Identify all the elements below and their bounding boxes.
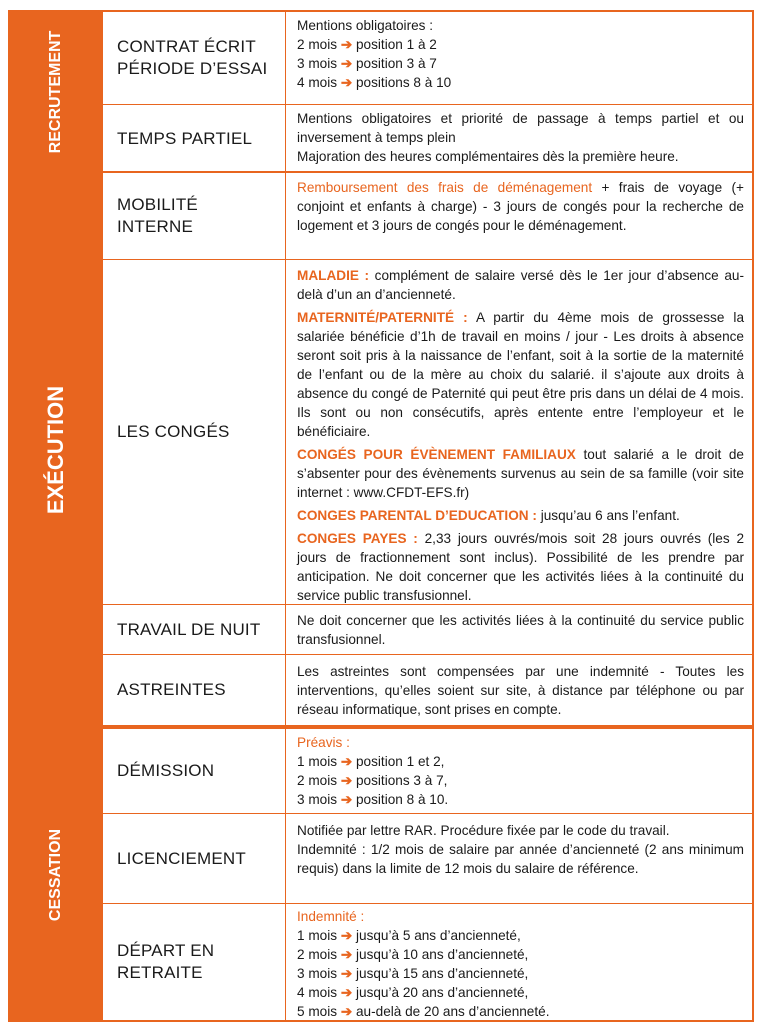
row-label-line: DÉPART EN bbox=[117, 941, 215, 960]
list-item: 5 mois ➔ au-delà de 20 ans d’ancienneté. bbox=[297, 1004, 550, 1019]
paragraph: CONGÉS POUR ÉVÈNEMENT FAMILIAUX tout salarié a le droit de s’absenter pour des évènements survenus au sein de sa famille (voir site internet : www.CFDT-EFS.fr) bbox=[297, 447, 744, 500]
row-label-line: PÉRIODE D’ESSAI bbox=[117, 59, 268, 78]
row-description bbox=[286, 260, 752, 604]
row-label-line: LICENCIEMENT bbox=[117, 848, 246, 868]
section-band bbox=[8, 173, 103, 727]
table-row-depart-retraite bbox=[103, 904, 752, 1020]
row-text: Majoration des heures complémentaires dès la première heure. bbox=[297, 149, 679, 164]
list-item: 3 mois ➔ position 3 à 7 bbox=[297, 56, 437, 71]
row-label-line: RETRAITE bbox=[117, 963, 203, 982]
row-label-line: TRAVAIL DE NUIT bbox=[117, 619, 261, 639]
list-title: Préavis : bbox=[297, 735, 350, 750]
table-row-conges bbox=[103, 260, 752, 605]
row-description bbox=[286, 605, 752, 654]
list-title: Indemnité : bbox=[297, 909, 365, 924]
row-label-line: MOBILITÉ bbox=[117, 195, 198, 214]
arrow-right-icon: ➔ bbox=[340, 985, 353, 1000]
list-item: 2 mois ➔ jusqu’à 10 ans d’ancienneté, bbox=[297, 947, 529, 962]
table-row-demission bbox=[103, 729, 752, 814]
highlight-text: Remboursement des frais de déménagement bbox=[297, 180, 593, 195]
section-rows bbox=[103, 727, 754, 1022]
list-item: 2 mois ➔ position 1 à 2 bbox=[297, 37, 437, 52]
arrow-right-icon: ➔ bbox=[340, 792, 353, 807]
row-description bbox=[286, 105, 752, 173]
row-label-line: CONTRAT ÉCRIT bbox=[117, 37, 256, 56]
section-title: RECRUTEMENT bbox=[46, 30, 64, 153]
row-text: Indemnité : 1/2 mois de salaire par année d’ancienneté (2 ans minimum requis) dans la limite de 12 mois du salaire de référence. bbox=[297, 842, 744, 876]
arrow-right-icon: ➔ bbox=[340, 1004, 353, 1019]
table-row-travail-nuit bbox=[103, 605, 752, 655]
arrow-right-icon: ➔ bbox=[340, 773, 353, 788]
row-label bbox=[103, 173, 286, 259]
section-rows bbox=[103, 173, 754, 727]
row-text: Notifiée par lettre RAR. Procédure fixée par le code du travail. bbox=[297, 823, 670, 838]
row-text: Ne doit concerner que les activités liées à la continuité du service public transfusionnel. bbox=[297, 612, 744, 647]
list-item: 3 mois ➔ jusqu’à 15 ans d’ancienneté, bbox=[297, 966, 529, 981]
row-label bbox=[103, 655, 286, 725]
row-label-line: TEMPS PARTIEL bbox=[117, 129, 253, 148]
section-execution bbox=[8, 173, 754, 727]
row-description bbox=[286, 904, 752, 1020]
row-label bbox=[103, 105, 286, 173]
arrow-right-icon: ➔ bbox=[340, 37, 353, 52]
arrow-right-icon: ➔ bbox=[340, 947, 353, 962]
paragraph-heading: MATERNITÉ/PATERNITÉ : bbox=[297, 310, 468, 325]
section-band bbox=[8, 727, 103, 1022]
row-label-line: ASTREINTES bbox=[117, 680, 226, 699]
row-text: Remboursement des frais de déménagement + frais de voyage (+ conjoint et enfants à charge) - 3 jours de congés pour la recherche de logement et 3 jours de congés pour le déménagement. bbox=[297, 180, 744, 233]
table-row-astreintes bbox=[103, 655, 752, 725]
row-description bbox=[286, 655, 752, 725]
paragraph: CONGES PARENTAL D’EDUCATION : jusqu’au 6 ans l’enfant. bbox=[297, 508, 680, 523]
arrow-right-icon: ➔ bbox=[340, 56, 353, 71]
paragraph: MALADIE : complément de salaire versé dès le 1er jour d’absence au-delà d’un an d’ancienneté. bbox=[297, 268, 744, 302]
row-description bbox=[286, 12, 752, 104]
paragraph-heading: MALADIE : bbox=[297, 268, 370, 283]
row-label bbox=[103, 904, 286, 1020]
section-title: CESSATION bbox=[46, 828, 64, 921]
row-text: Mentions obligatoires et priorité de passage à temps partiel et ou inversement à temps plein bbox=[297, 111, 744, 145]
list-item: 4 mois ➔ positions 8 à 10 bbox=[297, 75, 452, 90]
row-label bbox=[103, 605, 286, 654]
list-item: 3 mois ➔ position 8 à 10. bbox=[297, 792, 449, 807]
list-title: Mentions obligatoires : bbox=[297, 18, 434, 33]
list-item: 1 mois ➔ jusqu’à 5 ans d’ancienneté, bbox=[297, 928, 521, 943]
row-text: Les astreintes sont compensées par une indemnité - Toutes les interventions, qu’elles soient sur site, à distance par téléphone ou par réseau informatique, sont prises en compte. bbox=[297, 663, 744, 717]
table-row-mobilite bbox=[103, 173, 752, 260]
row-label-line: LES CONGÉS bbox=[117, 422, 230, 441]
row-label bbox=[103, 12, 286, 104]
section-recrutement bbox=[8, 10, 754, 173]
arrow-right-icon: ➔ bbox=[340, 966, 353, 981]
arrow-right-icon: ➔ bbox=[340, 928, 353, 943]
row-label-line: DÉMISSION bbox=[117, 761, 215, 780]
list-item: 4 mois ➔ jusqu’à 20 ans d’ancienneté, bbox=[297, 985, 529, 1000]
row-label bbox=[103, 729, 286, 813]
paragraph-heading: CONGÉS POUR ÉVÈNEMENT FAMILIAUX bbox=[297, 447, 576, 462]
row-label-line: INTERNE bbox=[117, 217, 194, 236]
paragraph: MATERNITÉ/PATERNITÉ : A partir du 4ème mois de grossesse la salariée bénéficie d’1h de travail en moins / jour - Les droits à absence seront soit pris à la naissance de l’enfant, soit à la sortie de la maternité de l’enfant ou de la mère au choix du salarié. il s’ajoute aux droits à absence du congé de Paternité qui peut être pris dans un délai de 4 mois. Ils sont ou non consécutifs, après entente entre l’employeur et le bénéficiaire. bbox=[297, 310, 744, 439]
row-label bbox=[103, 260, 286, 604]
list-item: 1 mois ➔ position 1 et 2, bbox=[297, 754, 445, 769]
paragraph: CONGES PAYES : 2,33 jours ouvrés/mois soit 28 jours ouvrés (les 2 jours de fractionnement sont inclus). Possibilité de les prendre par anticipation. Ne doit concerner que les activités liées à la continuité du service public transfusionnel. bbox=[297, 531, 744, 603]
paragraph-heading: CONGES PARENTAL D’EDUCATION : bbox=[297, 508, 537, 523]
arrow-right-icon: ➔ bbox=[340, 754, 353, 769]
table-row-contrat bbox=[103, 12, 752, 105]
row-description bbox=[286, 814, 752, 903]
section-title: EXÉCUTION bbox=[42, 385, 68, 515]
section-band bbox=[8, 10, 103, 173]
table-row-licenciement bbox=[103, 814, 752, 904]
section-rows bbox=[103, 10, 754, 173]
row-label bbox=[103, 814, 286, 903]
section-cessation bbox=[8, 727, 754, 1022]
row-description bbox=[286, 729, 752, 813]
list-item: 2 mois ➔ positions 3 à 7, bbox=[297, 773, 448, 788]
table-row-temps-partiel bbox=[103, 105, 752, 173]
benefits-table bbox=[8, 10, 754, 1022]
row-description bbox=[286, 173, 752, 259]
paragraph-heading: CONGES PAYES : bbox=[297, 531, 418, 546]
arrow-right-icon: ➔ bbox=[340, 75, 353, 90]
